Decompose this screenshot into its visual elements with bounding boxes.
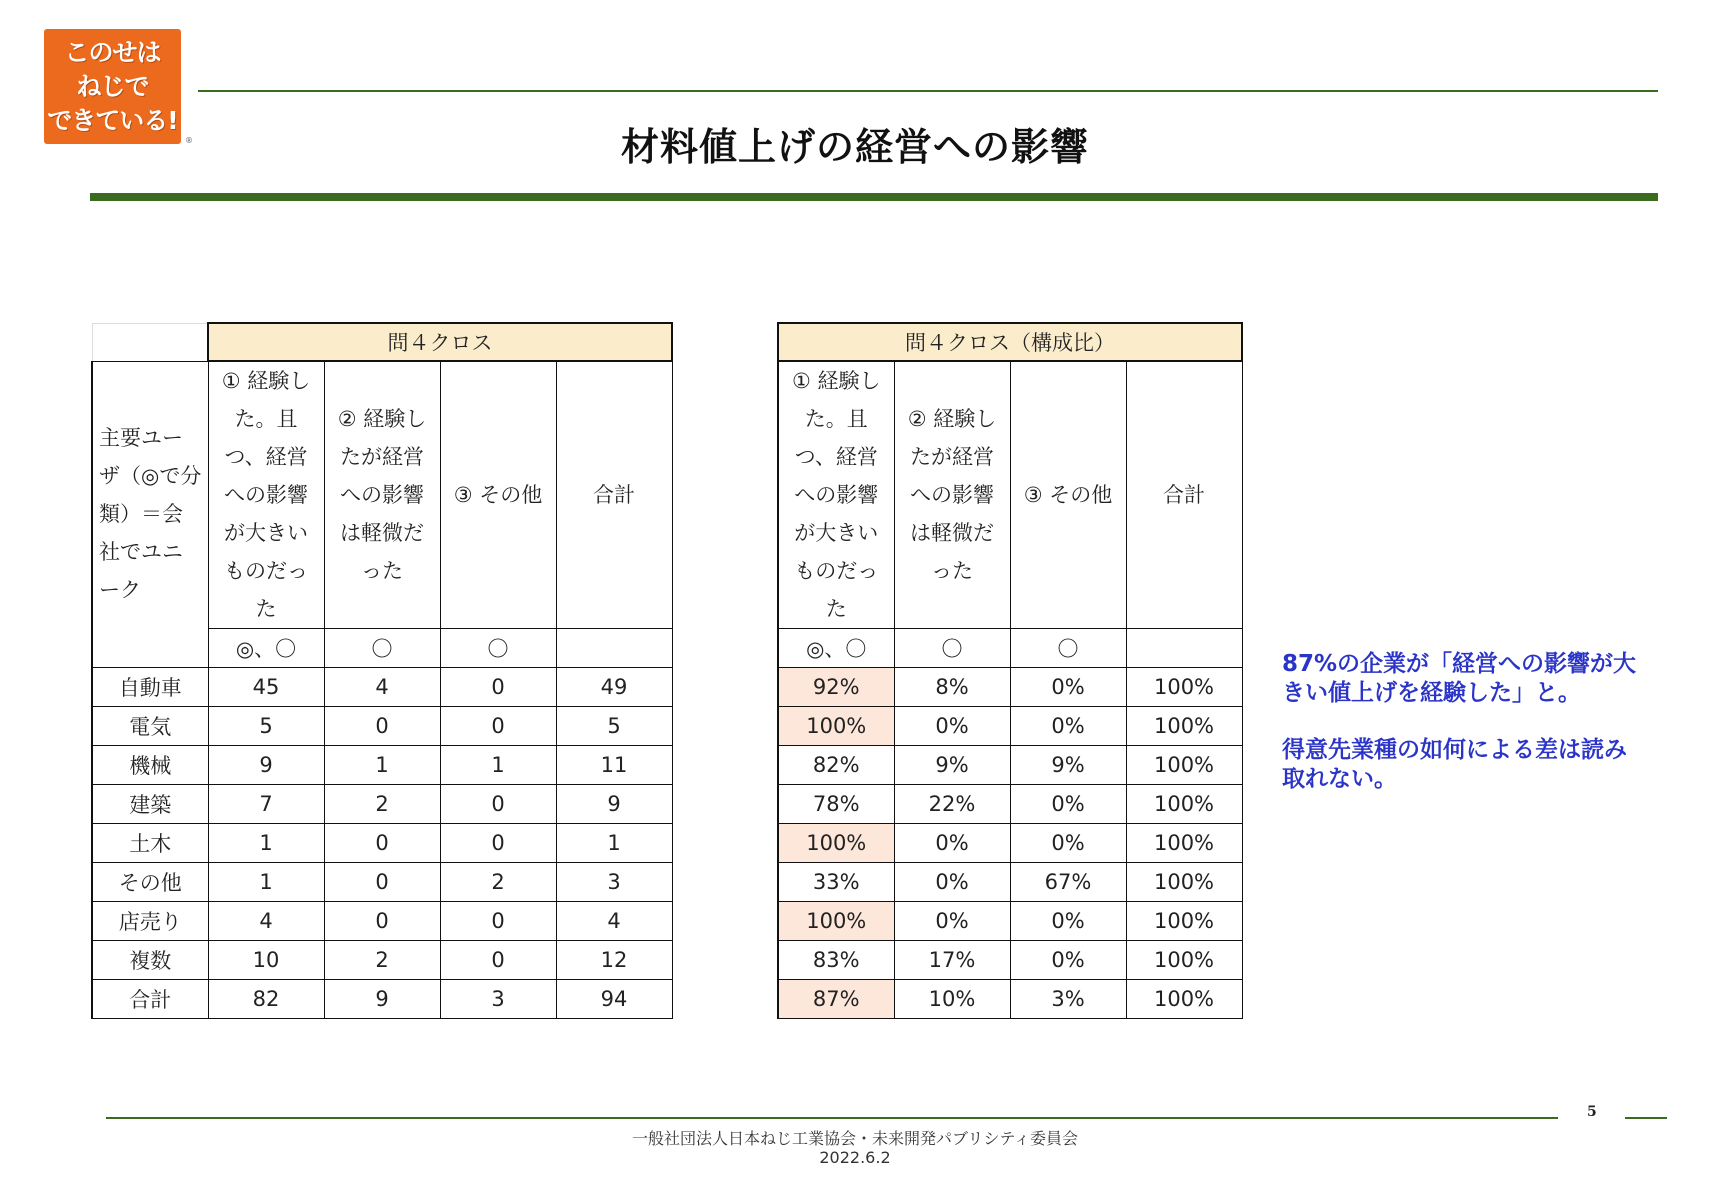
table-row bbox=[778, 902, 1242, 941]
table-cell: 100% bbox=[1126, 668, 1242, 707]
table-row bbox=[92, 746, 672, 785]
col-symbol-3: 〇 bbox=[440, 629, 556, 668]
table-cell: 100% bbox=[1126, 902, 1242, 941]
footer-rule-right bbox=[1625, 1117, 1667, 1119]
table-cell: 0 bbox=[324, 824, 440, 863]
registered-mark: ® bbox=[185, 136, 193, 145]
table-cell: 0 bbox=[324, 707, 440, 746]
col-symbol-2: 〇 bbox=[324, 629, 440, 668]
col-header-3: ③ その他 bbox=[440, 361, 556, 629]
row-label: 建築 bbox=[92, 785, 208, 824]
footer-organization: 一般社団法人日本ねじ工業協会・未来開発パブリシティ委員会 bbox=[631, 1129, 1079, 1148]
table-cell: 0% bbox=[1010, 668, 1126, 707]
col-symbol-1: ◎、〇 bbox=[778, 629, 894, 668]
table-cell: 83% bbox=[778, 941, 894, 980]
table-cell: 78% bbox=[778, 785, 894, 824]
table-row bbox=[778, 746, 1242, 785]
table-cell: 100% bbox=[1126, 863, 1242, 902]
table-cell: 49 bbox=[556, 668, 672, 707]
table-row bbox=[92, 707, 672, 746]
table-cell: 0 bbox=[440, 668, 556, 707]
table-cell: 2 bbox=[324, 941, 440, 980]
table-cell: 100% bbox=[1126, 785, 1242, 824]
logo-line-1: このせは bbox=[64, 37, 161, 67]
table-cell: 0% bbox=[894, 863, 1010, 902]
summary-note bbox=[1282, 650, 1642, 822]
table-row bbox=[778, 824, 1242, 863]
table-cell: 100% bbox=[778, 902, 894, 941]
table-cell: 9 bbox=[324, 980, 440, 1019]
table-row bbox=[92, 980, 672, 1019]
row-label: 土木 bbox=[92, 824, 208, 863]
footer-rule-left bbox=[106, 1117, 1558, 1119]
table-cell: 2 bbox=[324, 785, 440, 824]
row-label: その他 bbox=[92, 863, 208, 902]
table-cell: 0% bbox=[1010, 824, 1126, 863]
table-cell: 0 bbox=[440, 824, 556, 863]
table-row bbox=[778, 980, 1242, 1019]
table-cell: 92% bbox=[778, 668, 894, 707]
table-cell: 0% bbox=[894, 707, 1010, 746]
table-cell: 3 bbox=[440, 980, 556, 1019]
table-cell: 33% bbox=[778, 863, 894, 902]
table-row bbox=[92, 668, 672, 707]
table-cell: 0 bbox=[324, 863, 440, 902]
logo-line-2: ねじで bbox=[76, 71, 149, 101]
table-cell: 10% bbox=[894, 980, 1010, 1019]
table-cell: 0% bbox=[894, 902, 1010, 941]
table-cell: 4 bbox=[556, 902, 672, 941]
table-cell: 0% bbox=[1010, 785, 1126, 824]
table-cell: 0 bbox=[324, 902, 440, 941]
col-header-1: ① 経験した。且つ、経営への影響が大きいものだった bbox=[208, 361, 324, 629]
group-header: 問４クロス（構成比） bbox=[778, 323, 1242, 361]
table-row bbox=[92, 941, 672, 980]
page-number: 5 bbox=[1587, 1104, 1597, 1120]
footer-date: 2022.6.2 bbox=[819, 1148, 891, 1167]
row-label: 機械 bbox=[92, 746, 208, 785]
row-header-label: 主要ユーザ（◎で分類）＝会社でユニーク bbox=[92, 361, 208, 668]
table-cell: 1 bbox=[208, 824, 324, 863]
table-cell: 7 bbox=[208, 785, 324, 824]
table-row bbox=[778, 785, 1242, 824]
table-cell: 82 bbox=[208, 980, 324, 1019]
col-header-1: ① 経験した。且つ、経営への影響が大きいものだった bbox=[778, 361, 894, 629]
table-cell: 3% bbox=[1010, 980, 1126, 1019]
row-label: 自動車 bbox=[92, 668, 208, 707]
group-header: 問４クロス bbox=[208, 323, 672, 361]
table-cell: 100% bbox=[1126, 707, 1242, 746]
table-cell: 8% bbox=[894, 668, 1010, 707]
col-symbol-3: 〇 bbox=[1010, 629, 1126, 668]
table-row bbox=[92, 824, 672, 863]
table-cell: 100% bbox=[1126, 980, 1242, 1019]
page-title: 材料値上げの経営への影響 bbox=[620, 125, 1089, 169]
table-cell: 1 bbox=[556, 824, 672, 863]
table-row bbox=[92, 902, 672, 941]
col-symbol-2: 〇 bbox=[894, 629, 1010, 668]
table-row bbox=[778, 707, 1242, 746]
table-cell: 100% bbox=[1126, 824, 1242, 863]
col-header-3: ③ その他 bbox=[1010, 361, 1126, 629]
table-cell: 0 bbox=[440, 902, 556, 941]
table-cell: 82% bbox=[778, 746, 894, 785]
col-symbol-total bbox=[1126, 629, 1242, 668]
table-row bbox=[778, 863, 1242, 902]
table-cell: 0 bbox=[440, 941, 556, 980]
table-cell: 9% bbox=[1010, 746, 1126, 785]
table-cell: 17% bbox=[894, 941, 1010, 980]
table-cell: 1 bbox=[440, 746, 556, 785]
cross-table-ratio bbox=[777, 322, 1243, 1019]
table-cell: 0% bbox=[894, 824, 1010, 863]
col-header-2: ② 経験したが経営への影響は軽微だった bbox=[894, 361, 1010, 629]
table-cell: 4 bbox=[208, 902, 324, 941]
table-cell: 10 bbox=[208, 941, 324, 980]
table-cell: 2 bbox=[440, 863, 556, 902]
table-cell: 0% bbox=[1010, 941, 1126, 980]
table-cell: 0% bbox=[1010, 707, 1126, 746]
col-symbol-total bbox=[556, 629, 672, 668]
col-symbol-1: ◎、〇 bbox=[208, 629, 324, 668]
table-cell: 9% bbox=[894, 746, 1010, 785]
table-cell: 11 bbox=[556, 746, 672, 785]
table-cell: 0 bbox=[440, 707, 556, 746]
header-rule bbox=[198, 90, 1658, 92]
row-label: 店売り bbox=[92, 902, 208, 941]
title-underline-bar bbox=[90, 193, 1658, 201]
table-cell: 3 bbox=[556, 863, 672, 902]
table-cell: 1 bbox=[208, 863, 324, 902]
table-cell: 0 bbox=[440, 785, 556, 824]
table-cell: 5 bbox=[556, 707, 672, 746]
table-cell: 67% bbox=[1010, 863, 1126, 902]
table-cell: 100% bbox=[778, 824, 894, 863]
table-cell: 45 bbox=[208, 668, 324, 707]
table-cell: 100% bbox=[778, 707, 894, 746]
col-header-2: ② 経験したが経営への影響は軽微だった bbox=[324, 361, 440, 629]
col-header-total: 合計 bbox=[1126, 361, 1242, 629]
table-cell: 4 bbox=[324, 668, 440, 707]
row-label: 合計 bbox=[92, 980, 208, 1019]
table-cell: 5 bbox=[208, 707, 324, 746]
table-cell: 87% bbox=[778, 980, 894, 1019]
row-label: 複数 bbox=[92, 941, 208, 980]
summary-note-line-1: 87%の企業が「経営への影響が大きい値上げを経験した」と。 bbox=[1282, 651, 1637, 706]
table-cell: 100% bbox=[1126, 746, 1242, 785]
table-row bbox=[92, 863, 672, 902]
table-cell: 12 bbox=[556, 941, 672, 980]
col-header-total: 合計 bbox=[556, 361, 672, 629]
table-row bbox=[92, 785, 672, 824]
table-cell: 100% bbox=[1126, 941, 1242, 980]
table-cell: 0% bbox=[1010, 902, 1126, 941]
table-cell: 9 bbox=[556, 785, 672, 824]
table-row bbox=[778, 668, 1242, 707]
row-label: 電気 bbox=[92, 707, 208, 746]
table-row bbox=[778, 941, 1242, 980]
table-cell: 94 bbox=[556, 980, 672, 1019]
table-cell: 9 bbox=[208, 746, 324, 785]
table-cell: 22% bbox=[894, 785, 1010, 824]
table-cell: 1 bbox=[324, 746, 440, 785]
summary-note-line-2: 得意先業種の如何による差は読み取れない。 bbox=[1282, 737, 1627, 792]
logo-line-3: できている! bbox=[47, 105, 178, 135]
corner-cell bbox=[92, 323, 208, 361]
cross-table-counts bbox=[91, 322, 673, 1019]
